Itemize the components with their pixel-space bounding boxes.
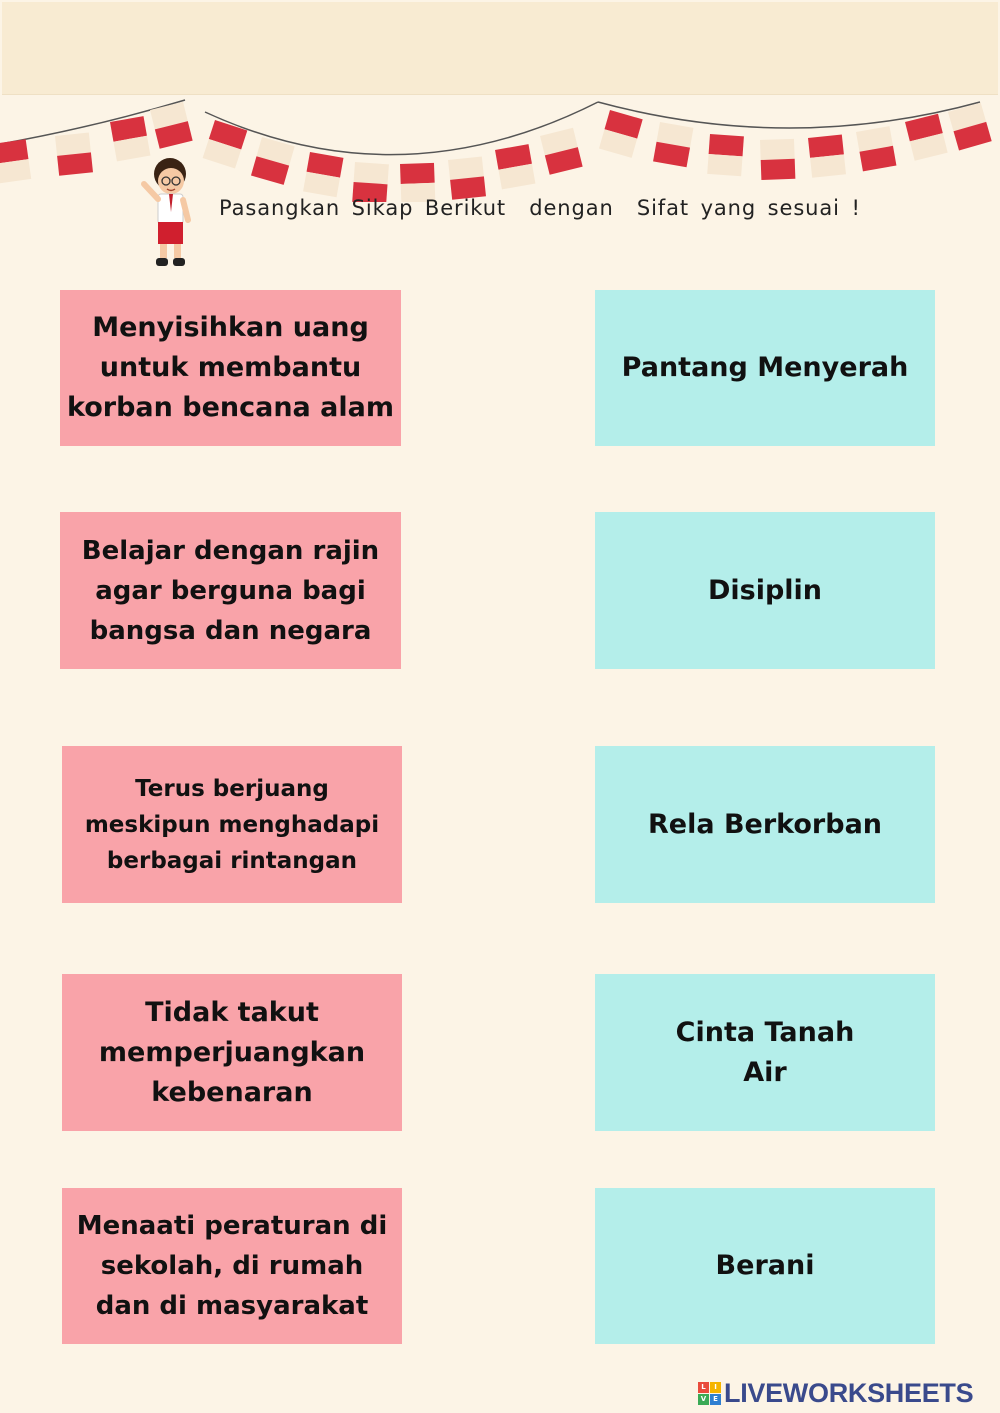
bunting-flag: [808, 134, 846, 177]
bunting-flag: [540, 128, 583, 175]
bunting-flag: [760, 139, 795, 180]
card-line: Cinta Tanah: [675, 1016, 855, 1048]
right-card-2[interactable]: [595, 512, 935, 669]
left-card-5[interactable]: [62, 1188, 402, 1344]
student-boy-icon: [138, 154, 202, 272]
liveworksheets-logo[interactable]: [698, 1378, 973, 1409]
logo-block-letter: L: [698, 1382, 709, 1393]
card-line: Tidak takut: [145, 996, 319, 1028]
bunting-flag: [150, 102, 193, 149]
card-line: berbagai rintangan: [106, 847, 358, 874]
left-card-2[interactable]: [60, 512, 401, 669]
bunting-flag: [303, 152, 343, 197]
card-line: korban bencana alam: [66, 392, 395, 423]
left-card-3[interactable]: [62, 746, 402, 903]
bunting-flag: [707, 134, 744, 176]
logo-block-letter: V: [698, 1394, 709, 1405]
bunting-flag: [856, 126, 896, 171]
bunting-flag: [653, 122, 693, 167]
card-line: sekolah, di rumah: [100, 1251, 364, 1281]
card-line: kebenaran: [151, 1076, 313, 1108]
logo-block-letter: I: [710, 1382, 721, 1393]
card-line: dan di masyarakat: [95, 1291, 369, 1321]
right-card-3[interactable]: [595, 746, 935, 903]
logo-blocks-icon: [698, 1382, 721, 1405]
bunting-flag: [905, 114, 948, 161]
right-card-4[interactable]: [595, 974, 935, 1131]
bunting-flag: [448, 156, 486, 199]
card-line: meskipun menghadapi: [84, 811, 380, 838]
card-line: Terus berjuang: [135, 775, 329, 802]
right-card-5[interactable]: [595, 1188, 935, 1344]
card-line: Air: [743, 1056, 787, 1088]
card-line: bangsa dan negara: [89, 615, 372, 646]
bunting-flag: [495, 144, 535, 189]
logo-block-letter: E: [710, 1394, 721, 1405]
bunting-flag: [55, 132, 93, 175]
card-line: Menaati peraturan di: [76, 1211, 388, 1241]
card-line: Rela Berkorban: [647, 808, 883, 840]
card-line: Disiplin: [707, 574, 823, 606]
left-card-1[interactable]: [60, 290, 401, 446]
card-line: Belajar dengan rajin: [81, 535, 380, 566]
card-line: memperjuangkan: [98, 1036, 366, 1068]
bunting-flag: [599, 110, 643, 158]
logo-text: LIVEWORKSHEETS: [724, 1378, 974, 1408]
header-band: [2, 2, 998, 95]
card-line: Pantang Menyerah: [621, 352, 909, 383]
instruction-text: Pasangkan Sikap Berikut dengan Sifat yang sesuai !: [219, 196, 861, 220]
card-line: untuk membantu: [99, 352, 362, 383]
bunting-flag: [948, 103, 992, 151]
left-card-4[interactable]: [62, 974, 402, 1131]
card-line: Menyisihkan uang: [92, 312, 369, 343]
card-line: agar berguna bagi: [95, 575, 366, 606]
right-card-1[interactable]: [595, 290, 935, 446]
bunting-flag: [0, 139, 31, 183]
bunting-flag: [251, 137, 295, 185]
card-line: Berani: [715, 1250, 815, 1281]
